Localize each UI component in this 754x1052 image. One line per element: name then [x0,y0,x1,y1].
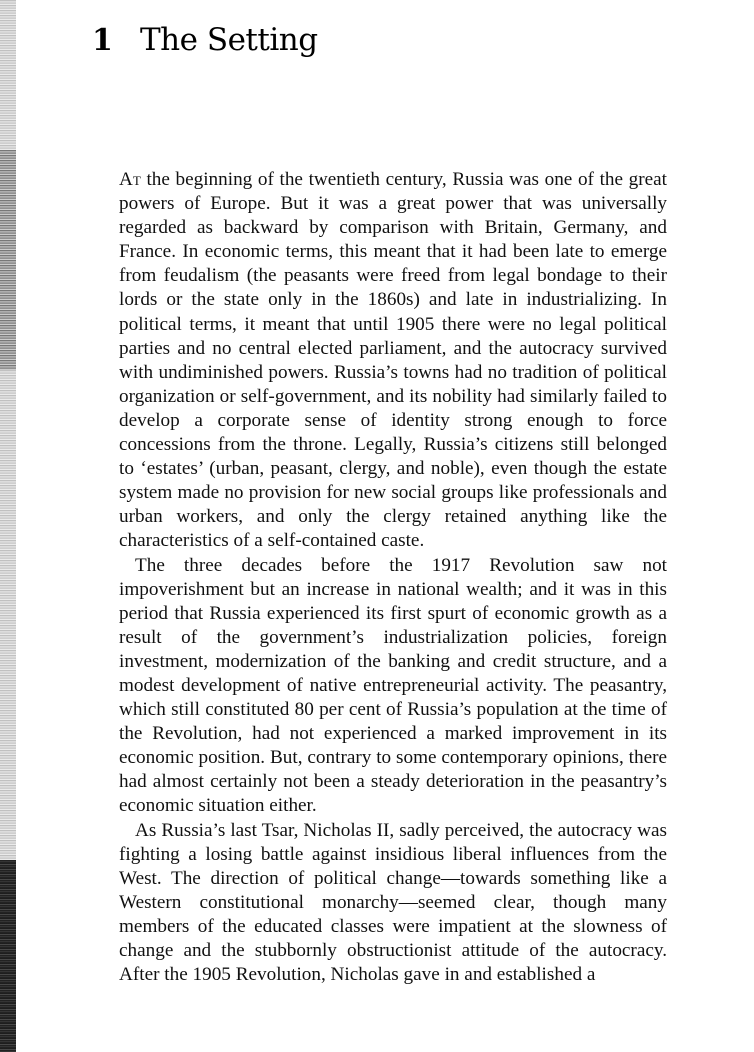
chapter-title: The Setting [140,22,318,58]
paragraph-text: the beginning of the twentieth century, Russia was one of the great powers of Europe. But it was a great power that was universally regarded as backward by comparison with Britain, Germany, and France. In economic terms, this meant that it had been late to emerge from feudalism (the peasants were freed from legal bondage to their lords or the state only in the 1860s) and late in industrializing. In political terms, it meant that until 1905 there were no legal political parties and no central elected parliament, and the autocracy survived with undiminished powers. Russia’s towns had no tradition of political organization or self-government, and its nobility had similarly failed to develop a corporate sense of identity strong enough to force concessions from the throne. Legally, Russia’s citizens still belonged to ‘estates’ (urban, peasant, clergy, and noble), even though the estate system made no provision for new social groups like professionals and urban workers, and only the clergy retained anything like the characteristics of a self-contained caste. [119,169,667,552]
scan-edge-artifact-bottom [0,860,16,1052]
paragraph-lead: At [119,169,141,190]
chapter-heading [92,22,318,58]
chapter-number: 1 [92,23,113,58]
scan-edge-artifact-top [0,150,16,370]
paragraph-2: The three decades before the 1917 Revolution saw not impoverishment but an increase in national wealth; and it was in this period that Russia experienced its first spurt of economic growth as a result of the government’s industrialization policies, foreign investment, modernization of the banking and credit structure, and a modest development of native entrepreneurial activity. The peasantry, which still constituted 80 per cent of Russia’s population at the time of the Revolution, had not experienced a marked improvement in its economic position. But, contrary to some contemporary opinions, there had almost certainly not been a steady deterioration in the peasantry’s economic situation either. [119,554,667,817]
body-text [119,168,667,987]
paragraph-1 [119,168,667,554]
paragraph-3: As Russia’s last Tsar, Nicholas II, sadly perceived, the autocracy was fighting a losing battle against insidious liberal influences from the West. The direction of political change—towards something like a Western constitutional monarchy—seemed clear, though many members of the educated classes were impatient at the slowness of change and the stubbornly obstructionist attitude of the autocracy. After the 1905 Revolution, Nicholas gave in and established a [119,819,667,986]
